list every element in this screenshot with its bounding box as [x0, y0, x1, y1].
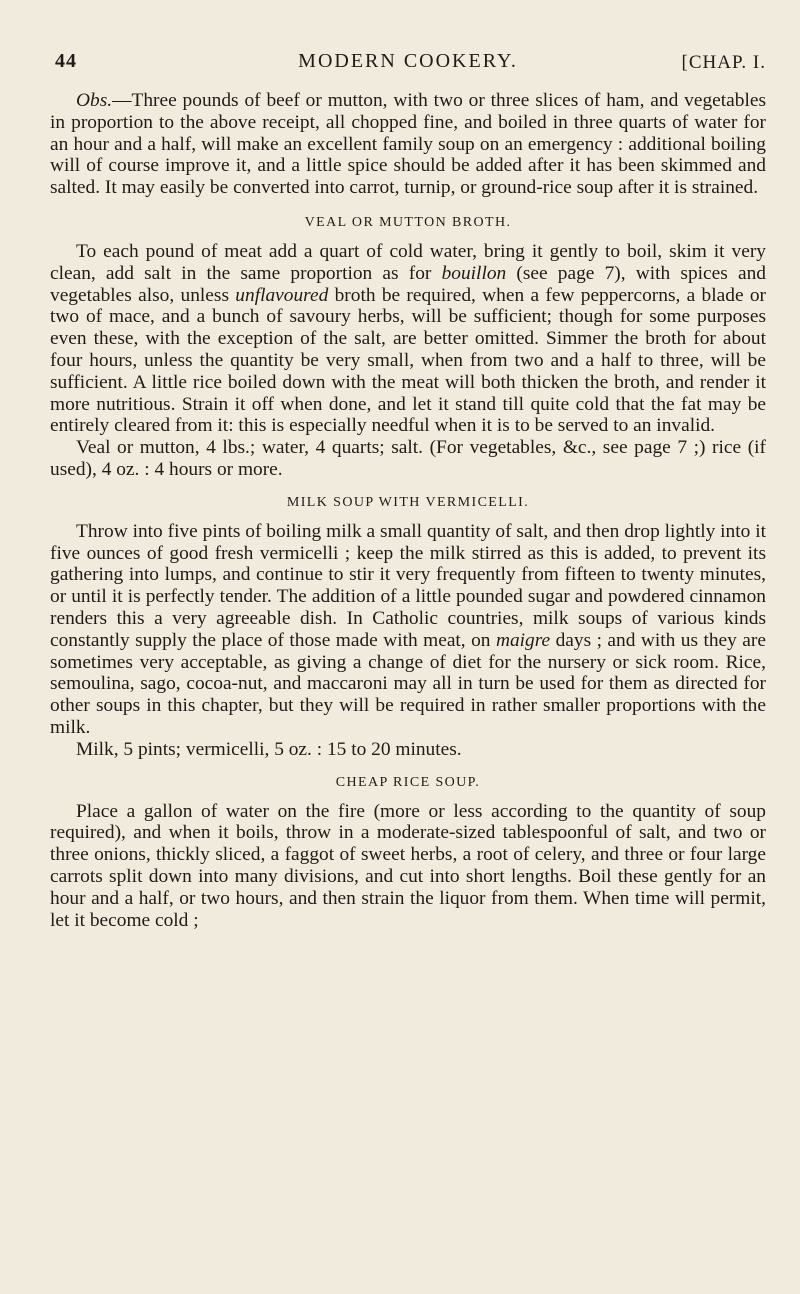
- veal-broth-summary: Veal or mutton, 4 lbs.; water, 4 quarts; salt. (For vegetables, &c., see page 7 ;) rice (if used), 4 oz. : 4 hours or more.: [50, 437, 766, 480]
- milk-soup-paragraph: [50, 521, 766, 739]
- running-title: MODERN COOKERY.: [298, 50, 518, 72]
- rice-soup-heading: CHEAP RICE SOUP.: [335, 774, 481, 790]
- veal-text-3: broth be required, when a few peppercorns, a blade or two of mace, and a bunch of savoury herbs, will be sufficient; though for some purposes even these, with the exception of the salt, are better omitted. Simmer the broth for about four hours, unless the quantity be very small, when from two and a half to three, will be sufficient. A little rice boiled down with the meat will both thicken the broth, and render it more nutritious. Strain it off when done, and let it stand till quite cold that the fat may be entirely cleared from it: this is especially needful when it is to be served to an invalid.: [50, 284, 767, 437]
- veal-italic-unflavoured: unflavoured: [235, 284, 329, 306]
- veal-broth-paragraph: [50, 241, 766, 437]
- veal-text-2: (see page 7), with spices and vegetables also, unless: [50, 262, 767, 306]
- milk-italic-maigre: maigre: [495, 629, 551, 651]
- milk-text-2: days ; and with us they are sometimes very acceptable, as giving a change of diet for the nursery or sick room. Rice, semoulina, sago, cocoa-nut, and maccaroni may all in turn be used for them as directed for other soups in this chapter, but they will be required in rather smaller proportions with the milk.: [50, 629, 766, 738]
- obs-label: Obs.: [76, 90, 113, 111]
- obs-paragraph: [50, 90, 766, 199]
- milk-text-1: Throw into five pints of boiling milk a small quantity of salt, and then drop lightly into it five ounces of good fresh vermicelli ; keep the milk stirred as this is added, to prevent its gathering into lumps, and continue to stir it very frequently from fifteen to twenty minutes, or until it is perfectly tender. The addition of a little pounded sugar and powdered cinnamon renders this a very agreeable dish. In Catholic countries, milk soups of various kinds constantly supply the place of those made with meat, on: [50, 520, 766, 651]
- rice-soup-paragraph: Place a gallon of water on the fire (more or less according to the quantity of soup required), and when it boils, throw in a moderate-sized tablespoonful of salt, and two or three onions, thickly sliced, a faggot of sweet herbs, a root of celery, and three or four large carrots split down into many divisions, and cut into short lengths. Boil these gently for an hour and a half, or two hours, and then strain the liquor from them. When time will permit, let it become cold ;: [50, 800, 766, 931]
- page-number: 44: [55, 50, 77, 72]
- milk-soup-summary: Milk, 5 pints; vermicelli, 5 oz. : 15 to 20 minutes.: [76, 738, 462, 760]
- milk-soup-heading: MILK SOUP WITH VERMICELLI.: [286, 494, 530, 510]
- veal-text-1: To each pound of meat add a quart of cold water, bring it gently to boil, skim it very clean, add salt in the same proportion as for: [50, 240, 766, 284]
- veal-italic-bouillon: bouillon: [441, 262, 507, 284]
- running-head: [50, 50, 766, 90]
- obs-text: —Three pounds of beef or mutton, with two or three slices of ham, and vegetables in proportion to the above receipt, all chopped fine, and boiled in three quarts of water for an hour and a half, will make an excellent family soup on an emergency : additional boiling will of course improve it, and a little spice should be added after it has been skimmed and salted. It may easily be converted into carrot, turnip, or ground-rice soup after it is strained.: [50, 90, 766, 199]
- veal-broth-heading: VEAL OR MUTTON BROTH.: [304, 214, 512, 230]
- chapter-reference: [CHAP. I.: [681, 52, 766, 73]
